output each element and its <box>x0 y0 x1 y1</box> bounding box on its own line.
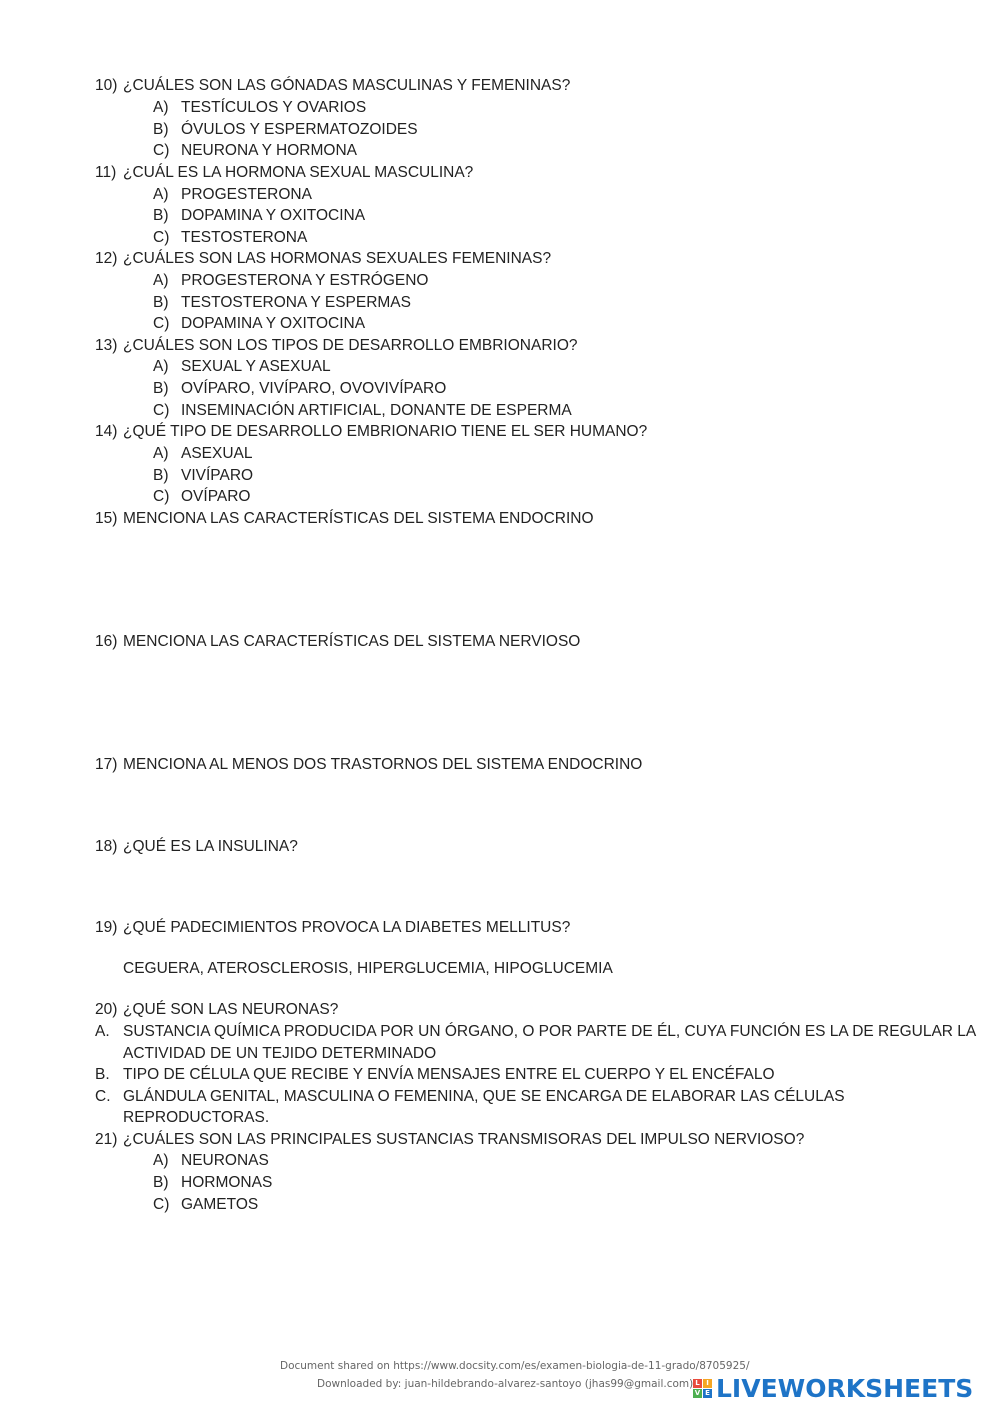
option-letter: A) <box>153 358 169 375</box>
option-text: TESTOSTERONA <box>181 229 308 246</box>
option-text: OVÍPARO <box>181 488 251 505</box>
question-number: 16) <box>95 633 118 650</box>
answer-text: CEGUERA, ATEROSCLEROSIS, HIPERGLUCEMIA, HIPOGLUCEMIA <box>123 960 613 977</box>
option-text: HORMONAS <box>181 1174 273 1191</box>
option-letter: A) <box>153 1152 169 1169</box>
question-number: 10) <box>95 77 118 94</box>
option-letter: B) <box>153 467 169 484</box>
question-text: ¿QUÉ SON LAS NEURONAS? <box>123 1001 339 1018</box>
question-text: ¿QUÉ ES LA INSULINA? <box>123 838 298 855</box>
option-text: VIVÍPARO <box>181 467 254 484</box>
question-text: ¿CUÁLES SON LAS HORMONAS SEXUALES FEMENINAS? <box>123 250 552 267</box>
logo-tile: I <box>703 1379 712 1388</box>
downloaded-notice: Downloaded by: juan-hildebrando-alvarez-santoyo (jhas99@gmail.com) <box>317 1378 694 1390</box>
option-letter: C) <box>153 142 170 159</box>
option-letter: C) <box>153 402 170 419</box>
question-number: 12) <box>95 250 118 267</box>
question-number: 20) <box>95 1001 118 1018</box>
option-letter: B) <box>153 380 169 397</box>
option-text: ASEXUAL <box>181 445 253 462</box>
question-text: ¿CUÁLES SON LAS GÓNADAS MASCULINAS Y FEMENINAS? <box>123 77 571 94</box>
option-text: ACTIVIDAD DE UN TEJIDO DETERMINADO <box>123 1045 437 1062</box>
brand-name: LIVEWORKSHEETS <box>716 1373 974 1403</box>
option-text: INSEMINACIÓN ARTIFICIAL, DONANTE DE ESPERMA <box>181 402 572 419</box>
option-letter: B) <box>153 294 169 311</box>
question-text: ¿CUÁLES SON LAS PRINCIPALES SUSTANCIAS TRANSMISORAS DEL IMPULSO NERVIOSO? <box>123 1131 805 1148</box>
option-text: REPRODUCTORAS. <box>123 1109 270 1126</box>
option-letter: B) <box>153 1174 169 1191</box>
question-number: 17) <box>95 756 118 773</box>
option-text: GLÁNDULA GENITAL, MASCULINA O FEMENINA, QUE SE ENCARGA DE ELABORAR LAS CÉLULAS <box>123 1088 845 1105</box>
option-letter: A) <box>153 445 169 462</box>
option-text: NEURONA Y HORMONA <box>181 142 357 159</box>
option-letter: B. <box>95 1066 110 1083</box>
question-text: MENCIONA AL MENOS DOS TRASTORNOS DEL SISTEMA ENDOCRINO <box>123 756 643 773</box>
option-letter: C. <box>95 1088 111 1105</box>
option-text: OVÍPARO, VIVÍPARO, OVOVIVÍPARO <box>181 380 447 397</box>
logo-tile: L <box>693 1379 702 1388</box>
option-letter: A) <box>153 272 169 289</box>
option-letter: C) <box>153 1196 170 1213</box>
liveworksheets-logo <box>693 1374 973 1402</box>
logo-tile: V <box>694 1388 701 1397</box>
option-letter: A) <box>153 99 169 116</box>
option-text: PROGESTERONA <box>181 186 312 203</box>
question-number: 13) <box>95 337 118 354</box>
option-text: TESTÍCULOS Y OVARIOS <box>181 99 367 116</box>
option-text: SUSTANCIA QUÍMICA PRODUCIDA POR UN ÓRGANO, O POR PARTE DE ÉL, CUYA FUNCIÓN ES LA DE REGULAR LA <box>123 1023 977 1040</box>
shared-notice: Document shared on https://www.docsity.com/es/examen-biologia-de-11-grado/8705925/ <box>280 1360 750 1372</box>
option-letter: A. <box>95 1023 110 1040</box>
option-text: NEURONAS <box>181 1152 269 1169</box>
question-text: MENCIONA LAS CARACTERÍSTICAS DEL SISTEMA NERVIOSO <box>123 633 581 650</box>
question-text: MENCIONA LAS CARACTERÍSTICAS DEL SISTEMA ENDOCRINO <box>123 510 594 527</box>
option-text: SEXUAL Y ASEXUAL <box>181 358 331 375</box>
question-text: ¿CUÁL ES LA HORMONA SEXUAL MASCULINA? <box>123 164 474 181</box>
option-text: GAMETOS <box>181 1196 259 1213</box>
option-text: DOPAMINA Y OXITOCINA <box>181 207 366 224</box>
option-letter: C) <box>153 488 170 505</box>
liveworksheets-icon <box>693 1379 712 1398</box>
question-text: ¿CUÁLES SON LOS TIPOS DE DESARROLLO EMBRIONARIO? <box>123 337 578 354</box>
option-text: TIPO DE CÉLULA QUE RECIBE Y ENVÍA MENSAJES ENTRE EL CUERPO Y EL ENCÉFALO <box>123 1066 775 1083</box>
option-text: ÓVULOS Y ESPERMATOZOIDES <box>181 121 418 138</box>
question-number: 14) <box>95 423 118 440</box>
question-number: 11) <box>95 164 117 181</box>
question-number: 19) <box>95 919 118 936</box>
question-text: ¿QUÉ PADECIMIENTOS PROVOCA LA DIABETES MELLITUS? <box>123 919 571 936</box>
option-text: PROGESTERONA Y ESTRÓGENO <box>181 272 429 289</box>
question-text: ¿QUÉ TIPO DE DESARROLLO EMBRIONARIO TIENE EL SER HUMANO? <box>123 423 648 440</box>
question-number: 15) <box>95 510 118 527</box>
option-text: DOPAMINA Y OXITOCINA <box>181 315 366 332</box>
question-number: 18) <box>95 838 118 855</box>
option-letter: B) <box>153 207 169 224</box>
option-letter: B) <box>153 121 169 138</box>
option-letter: A) <box>153 186 169 203</box>
question-number: 21) <box>95 1131 118 1148</box>
option-letter: C) <box>153 315 170 332</box>
option-letter: C) <box>153 229 170 246</box>
option-text: TESTOSTERONA Y ESPERMAS <box>181 294 411 311</box>
logo-tile: E <box>703 1389 712 1398</box>
